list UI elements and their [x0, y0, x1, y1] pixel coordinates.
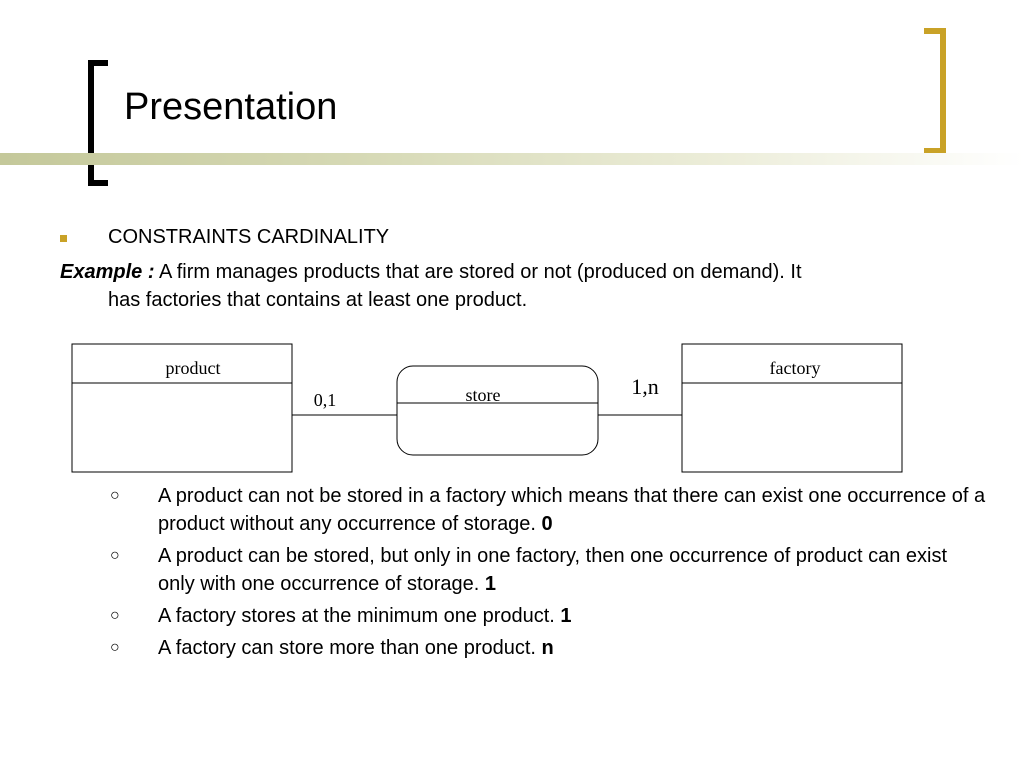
example-text-line-2: has factories that contains at least one product.	[108, 289, 528, 311]
relation-store-label: store	[465, 385, 501, 405]
example-paragraph	[60, 258, 930, 314]
list-item-text: A factory can store more than one product.	[158, 637, 542, 659]
title-underline-bar	[0, 153, 1024, 165]
list-item-text: A product can not be stored in a factory which means that there can exist one occurrence of a product without any occurrence of storage.	[158, 485, 986, 535]
list-item-text: A factory stores at the minimum one product.	[158, 605, 561, 627]
list-item-value: 1	[484, 573, 496, 595]
circle-bullet-icon: ○	[110, 487, 120, 504]
list-item	[108, 482, 988, 538]
circle-bullet-icon: ○	[110, 639, 120, 656]
entity-product-box	[72, 344, 292, 472]
list-item-value: 0	[541, 513, 553, 535]
entity-product-label: product	[165, 358, 221, 378]
entity-factory-box	[682, 344, 902, 472]
list-item	[108, 602, 988, 630]
cardinality-factory: 1,n	[631, 374, 659, 399]
left-bracket-decoration	[88, 60, 108, 186]
right-bracket-decoration	[924, 28, 946, 154]
list-item-text: A product can be stored, but only in one factory, then one occurrence of product can exist only with one occurrence of storage.	[158, 545, 947, 595]
entity-factory-label: factory	[769, 358, 821, 378]
slide-title: Presentation	[124, 86, 338, 128]
relation-store-box	[397, 366, 598, 455]
er-diagram	[0, 330, 1024, 480]
circle-bullet-icon: ○	[110, 547, 120, 564]
example-text-line-1: A firm manages products that are stored or not (produced on demand). It	[154, 261, 802, 283]
circle-bullet-icon: ○	[110, 607, 120, 624]
example-label: Example :	[60, 261, 155, 283]
list-item	[108, 634, 988, 662]
section-heading: CONSTRAINTS CARDINALITY	[108, 226, 390, 248]
square-bullet-icon	[60, 235, 67, 242]
cardinality-explanations-list	[108, 482, 988, 666]
cardinality-product: 0,1	[313, 390, 337, 410]
list-item-value: n	[541, 637, 554, 659]
list-item	[108, 542, 988, 598]
list-item-value: 1	[560, 605, 572, 627]
